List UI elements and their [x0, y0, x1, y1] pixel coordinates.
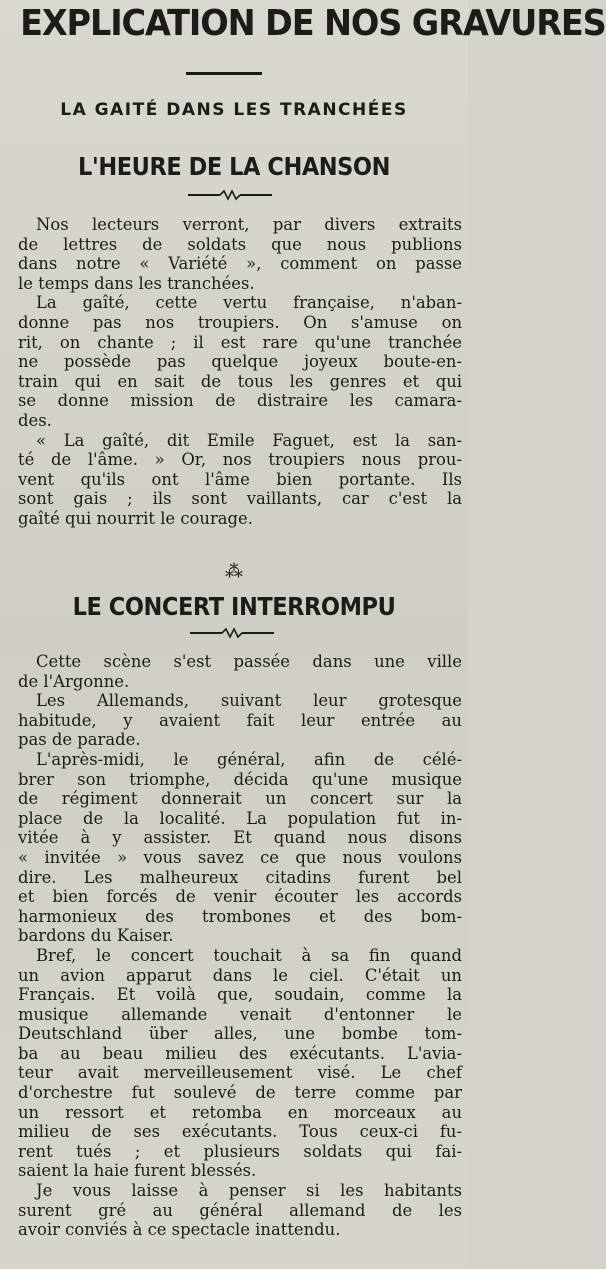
text-line: un avion apparut dans le ciel. C'était un: [18, 965, 462, 985]
section2-body: [18, 652, 462, 1240]
paragraph: [18, 215, 462, 293]
text-line: un ressort et retomba en morceaux au: [18, 1102, 462, 1122]
text-line: rit, on chante ; il est rare qu'une tranchée: [18, 332, 462, 352]
section-title-concert-interrompu: LE CONCERT INTERROMPU: [72, 592, 396, 621]
text-line: dans notre « Variété », comment on passe: [18, 254, 462, 274]
text-line: de l'Argonne.: [18, 671, 130, 691]
paragraph: [18, 1181, 462, 1240]
text-line: Deutschland über alles, une bombe tom-: [18, 1024, 462, 1044]
text-line: avoir conviés à ce spectacle inattendu.: [18, 1220, 341, 1240]
text-line: des.: [18, 410, 52, 430]
section-title-heure-chanson: L'HEURE DE LA CHANSON: [78, 152, 390, 181]
text-line: « La gaîté, dit Emile Faguet, est la san-: [36, 430, 462, 450]
section-separator-stars: ⁂: [225, 561, 243, 582]
text-line: train qui en sait de tous les genres et qui: [18, 371, 462, 391]
text-line: habitude, y avaient fait leur entrée au: [18, 710, 462, 730]
text-line: Bref, le concert touchait à sa fin quand: [36, 945, 462, 965]
text-line: L'après-midi, le général, afin de célé-: [36, 749, 462, 769]
text-line: brer son triomphe, décida qu'une musique: [18, 769, 462, 789]
text-line: vent qu'ils ont l'âme bien portante. Ils: [18, 469, 462, 489]
text-line: pas de parade.: [18, 730, 141, 750]
text-line: teur avait merveilleusement visé. Le chef: [18, 1063, 462, 1083]
paragraph: [18, 652, 462, 691]
text-line: Nos lecteurs verront, par divers extraits: [36, 215, 462, 234]
text-line: « invitée » vous savez ce que nous voulons: [18, 847, 462, 867]
masthead-title: EXPLICATION DE NOS GRAVURES: [20, 3, 606, 44]
masthead-rule: [186, 72, 262, 75]
text-line: harmonieux des trombones et des bom-: [18, 906, 462, 926]
text-line: Les Allemands, suivant leur grotesque: [36, 691, 462, 711]
section1-body: [18, 215, 462, 529]
text-line: bardons du Kaiser.: [18, 926, 174, 946]
text-line: de lettres de soldats que nous publions: [18, 234, 462, 254]
text-line: le temps dans les tranchées.: [18, 273, 255, 293]
text-line: dire. Les malheureux citadins furent bel: [18, 867, 462, 887]
text-line: ne possède pas quelque joyeux boute-en-: [18, 352, 462, 372]
text-line: Français. Et voilà que, soudain, comme la: [18, 985, 462, 1005]
text-line: La gaîté, cette vertu française, n'aban-: [36, 293, 462, 313]
paragraph: [18, 293, 462, 430]
paragraph: [18, 946, 462, 1181]
text-line: et bien forcés de venir écouter les accords: [18, 887, 462, 907]
subtitle: LA GAITÉ DANS LES TRANCHÉES: [60, 100, 408, 120]
text-line: donne pas nos troupiers. On s'amuse on: [18, 312, 462, 332]
text-line: place de la localité. La population fut in-: [18, 808, 462, 828]
text-line: milieu de ses exécutants. Tous ceux-ci fu-: [18, 1122, 462, 1142]
text-line: d'orchestre fut soulevé de terre comme par: [18, 1083, 462, 1103]
text-line: gaîté qui nourrit le courage.: [18, 508, 253, 528]
text-line: saient la haie furent blessés.: [18, 1161, 257, 1181]
text-line: ba au beau milieu des exécutants. L'avia-: [18, 1043, 462, 1063]
text-line: Je vous laisse à penser si les habitants: [36, 1181, 462, 1201]
text-line: sont gais ; ils sont vaillants, car c'est la: [18, 489, 462, 509]
text-line: té de l'âme. » Or, nos troupiers nous prou-: [18, 450, 462, 470]
paragraph: [18, 431, 462, 529]
paragraph: [18, 691, 462, 750]
text-line: vitée à y assister. Et quand nous disons: [18, 828, 462, 848]
text-line: musique allemande venait d'entonner le: [18, 1004, 462, 1024]
wavy-rule-2: [190, 628, 274, 638]
text-line: se donne mission de distraire les camara-: [18, 391, 462, 411]
text-line: de régiment donnerait un concert sur la: [18, 789, 462, 809]
text-line: Cette scène s'est passée dans une ville: [36, 652, 462, 671]
text-line: rent tués ; et plusieurs soldats qui fai-: [18, 1141, 462, 1161]
wavy-rule-1: [188, 190, 272, 200]
paragraph: [18, 750, 462, 946]
text-line: surent gré au général allemand de les: [18, 1200, 462, 1220]
